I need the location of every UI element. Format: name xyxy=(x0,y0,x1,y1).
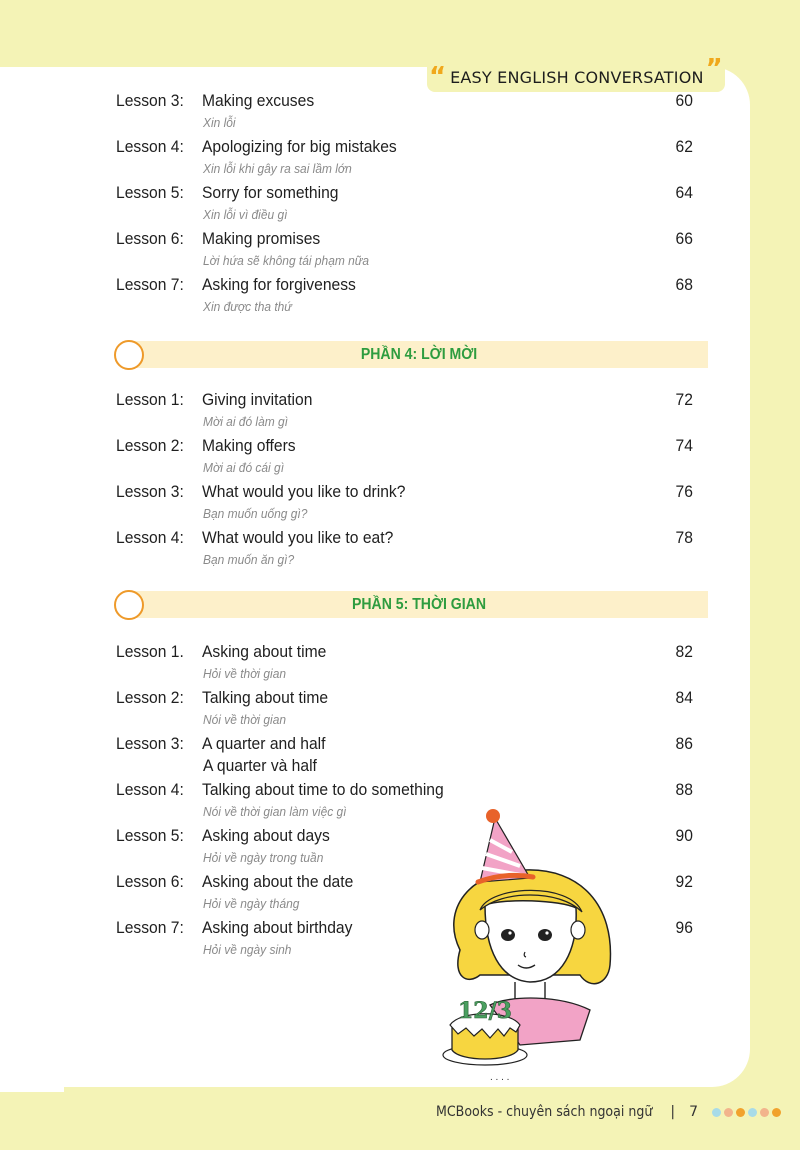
toc-entry[interactable] xyxy=(0,390,750,436)
toc-entry[interactable] xyxy=(0,183,750,229)
lesson-subtitle: Xin được tha thứ xyxy=(203,299,292,314)
circle-icon xyxy=(114,340,144,370)
page-number: 60 xyxy=(675,91,693,110)
lesson-number: Lesson 4: xyxy=(116,137,184,156)
lesson-number: Lesson 3: xyxy=(116,482,184,501)
lesson-title: Making promises xyxy=(202,229,321,248)
lesson-title: Talking about time to do something xyxy=(202,780,444,799)
toc-entry[interactable] xyxy=(0,780,750,826)
page-number: 84 xyxy=(675,688,693,707)
lesson-number: Lesson 5: xyxy=(116,826,184,845)
dot-icon xyxy=(736,1108,745,1117)
lesson-title: Apologizing for big mistakes xyxy=(202,137,397,156)
lesson-subtitle: Xin lỗi khi gây ra sai lầm lớn xyxy=(203,161,352,176)
toc-entry[interactable] xyxy=(0,734,750,780)
lesson-subtitle: Bạn muốn uống gì? xyxy=(203,506,308,521)
toc-entry[interactable] xyxy=(0,275,750,321)
close-quote-icon: ” xyxy=(705,54,723,84)
lesson-number: Lesson 3: xyxy=(116,734,184,753)
lesson-subtitle: Hỏi về thời gian xyxy=(203,666,287,681)
lesson-number: Lesson 4: xyxy=(116,528,184,547)
lesson-subtitle: Lời hứa sẽ không tái phạm nữa xyxy=(203,253,370,268)
section-title: PHẦN 4: LỜI MỜI xyxy=(360,346,478,363)
page-footer xyxy=(436,1102,781,1122)
toc-entry[interactable] xyxy=(0,436,750,482)
lesson-title: Giving invitation xyxy=(202,390,313,409)
lesson-title: Asking about time xyxy=(202,642,327,661)
lesson-subtitle: Hỏi về ngày tháng xyxy=(203,896,300,911)
lesson-number: Lesson 2: xyxy=(116,688,184,707)
cake-candle-text: 12/3 xyxy=(458,998,512,1024)
birthday-girl-illustration xyxy=(430,800,630,1085)
book-title: EASY ENGLISH CONVERSATION xyxy=(450,67,704,87)
toc-entry[interactable] xyxy=(0,872,750,918)
page-number: 72 xyxy=(675,390,693,409)
lesson-title: Asking about days xyxy=(202,826,330,845)
svg-text:. . . .: . . . . xyxy=(490,1072,510,1083)
lesson-title: Sorry for something xyxy=(202,183,339,202)
section-header-part5[interactable] xyxy=(114,590,708,620)
footer-page-number: 7 xyxy=(689,1104,699,1120)
lesson-number: Lesson 7: xyxy=(116,918,184,937)
dot-icon xyxy=(748,1108,757,1117)
page-number: 78 xyxy=(675,528,693,547)
lesson-subtitle: Hỏi về ngày sinh xyxy=(203,942,292,957)
lesson-subtitle: Bạn muốn ăn gì? xyxy=(203,552,295,567)
toc-entry[interactable] xyxy=(0,482,750,528)
publisher-name: MCBooks - chuyên sách ngoại ngữ xyxy=(436,1104,653,1120)
book-header xyxy=(413,54,737,92)
lesson-number: Lesson 6: xyxy=(116,872,184,891)
lesson-title: Making offers xyxy=(202,436,296,455)
lesson-title: Asking about birthday xyxy=(202,918,353,937)
dot-icon xyxy=(724,1108,733,1117)
toc-entry[interactable] xyxy=(0,229,750,275)
section-header-part4[interactable] xyxy=(114,340,708,370)
toc-entry[interactable] xyxy=(0,642,750,688)
lesson-number: Lesson 6: xyxy=(116,229,184,248)
lesson-title: What would you like to drink? xyxy=(202,482,406,501)
page-number: 64 xyxy=(675,183,693,202)
page-number: 90 xyxy=(675,826,693,845)
panel-edge xyxy=(0,1087,64,1092)
lesson-title: Talking about time xyxy=(202,688,329,707)
lesson-number: Lesson 1. xyxy=(116,642,184,661)
lesson-title: Making excuses xyxy=(202,91,315,110)
decorative-dots xyxy=(712,1108,781,1117)
toc-entry[interactable] xyxy=(0,528,750,574)
lesson-number: Lesson 3: xyxy=(116,91,184,110)
page-number: 86 xyxy=(675,734,693,753)
lesson-number: Lesson 7: xyxy=(116,275,184,294)
lesson-subtitle: Nói về thời gian làm việc gì xyxy=(203,804,347,819)
circle-icon xyxy=(114,590,144,620)
page-number: 96 xyxy=(675,918,693,937)
lesson-subtitle: Xin lỗi xyxy=(203,115,236,130)
footer-separator: | xyxy=(670,1104,676,1120)
toc-entry[interactable] xyxy=(0,688,750,734)
page-number: 68 xyxy=(675,275,693,294)
dot-icon xyxy=(772,1108,781,1117)
lesson-number: Lesson 4: xyxy=(116,780,184,799)
lesson-number: Lesson 2: xyxy=(116,436,184,455)
lesson-title: What would you like to eat? xyxy=(202,528,394,547)
lesson-subtitle: Xin lỗi vì điều gì xyxy=(203,207,288,222)
page-number: 82 xyxy=(675,642,693,661)
page-number: 66 xyxy=(675,229,693,248)
page-number: 92 xyxy=(675,872,693,891)
lesson-subtitle: Hỏi về ngày trong tuần xyxy=(203,850,324,865)
lesson-title: A quarter and half xyxy=(202,734,326,753)
toc-entry[interactable] xyxy=(0,918,750,964)
lesson-number: Lesson 5: xyxy=(116,183,184,202)
page-number: 74 xyxy=(675,436,693,455)
lesson-subtitle: Mời ai đó cái gì xyxy=(203,460,285,475)
dot-icon xyxy=(712,1108,721,1117)
page-number: 76 xyxy=(675,482,693,501)
lesson-title: Asking about the date xyxy=(202,872,354,891)
toc-entry[interactable] xyxy=(0,137,750,183)
lesson-number: Lesson 1: xyxy=(116,390,184,409)
lesson-title: Asking for forgiveness xyxy=(202,275,356,294)
open-quote-icon: “ xyxy=(429,62,447,92)
section-title: PHẦN 5: THỜI GIAN xyxy=(351,596,487,613)
lesson-subtitle: Nói về thời gian xyxy=(203,712,287,727)
toc-entry[interactable] xyxy=(0,91,750,137)
lesson-subtitle: Mời ai đó làm gì xyxy=(203,414,288,429)
dot-icon xyxy=(760,1108,769,1117)
page-number: 88 xyxy=(675,780,693,799)
page-number: 62 xyxy=(675,137,693,156)
toc-entry[interactable] xyxy=(0,826,750,872)
lesson-subtitle: A quarter và half xyxy=(203,756,317,775)
